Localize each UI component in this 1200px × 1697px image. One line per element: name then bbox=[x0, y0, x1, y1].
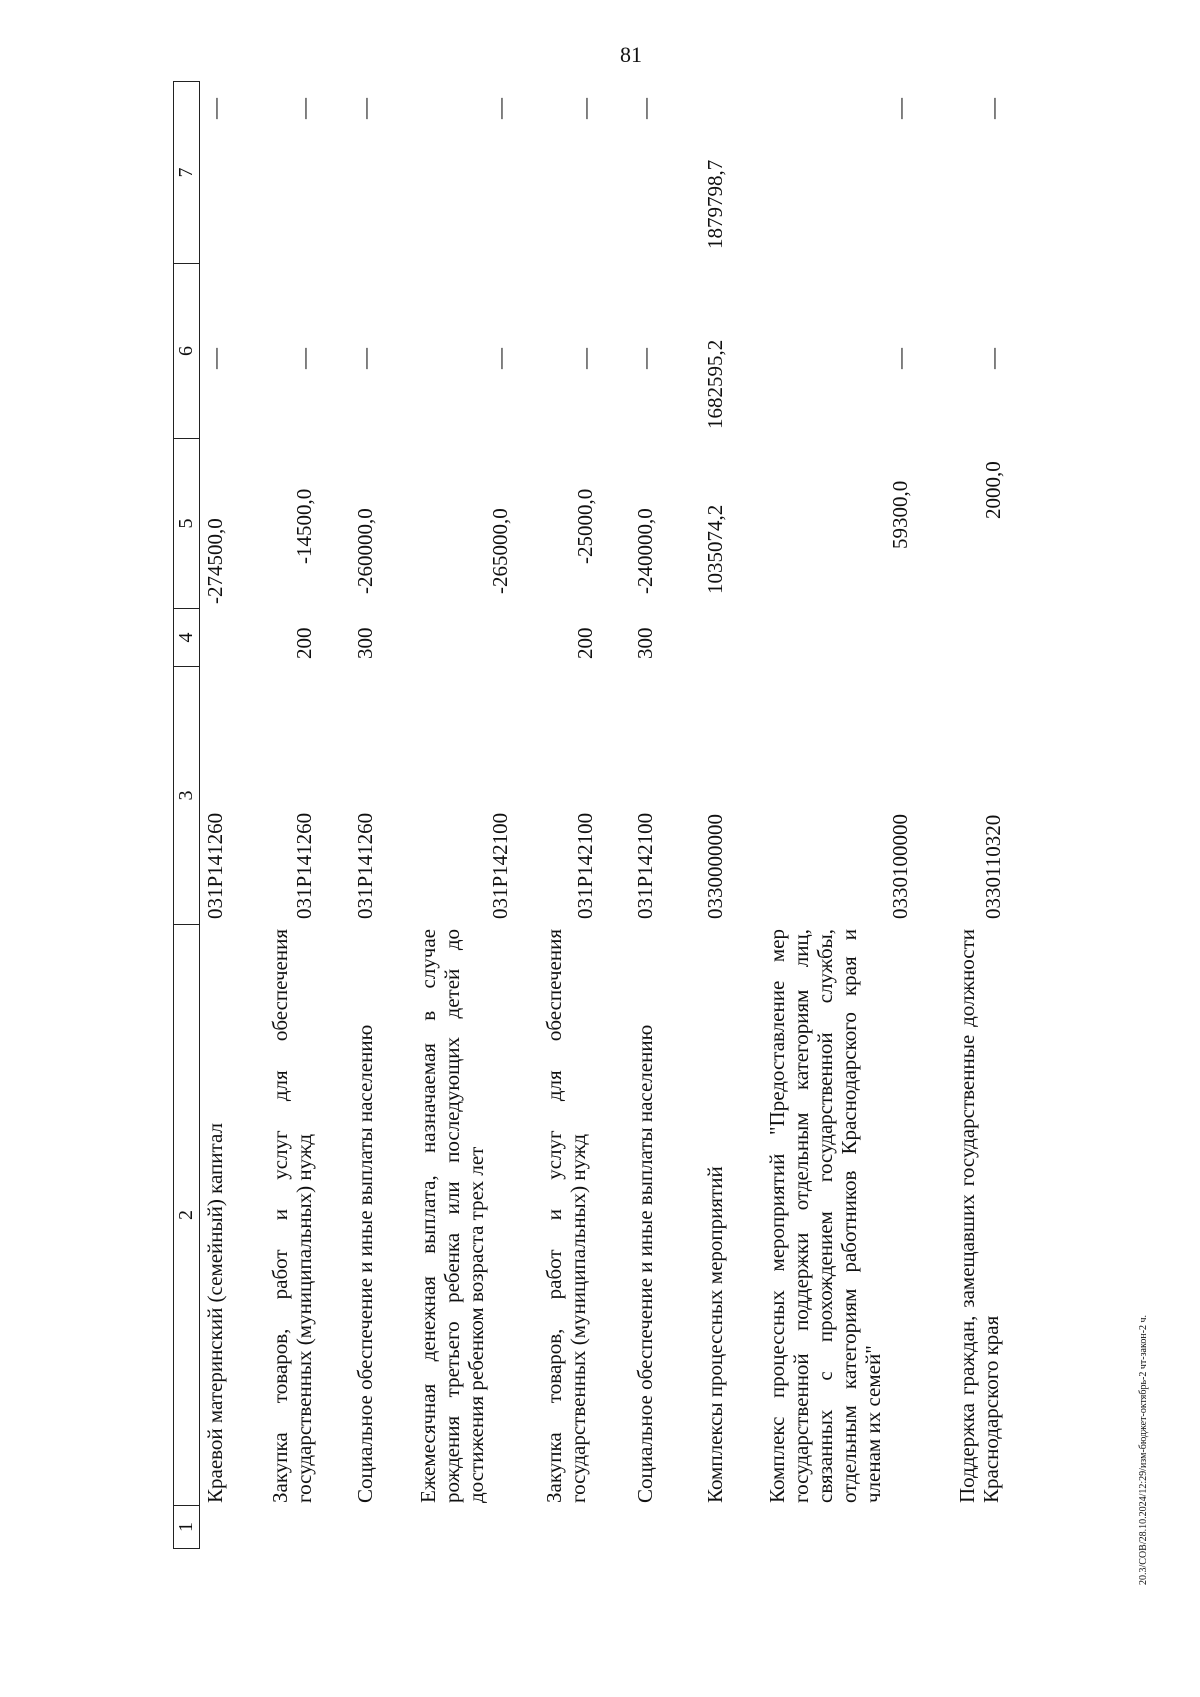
row-3-col5: -260000,0 bbox=[353, 508, 377, 594]
budget-table bbox=[173, 81, 1173, 1549]
header-col-1: 1 bbox=[173, 1505, 200, 1549]
row-6-col6: — bbox=[633, 348, 657, 369]
row-2-code: 031P141260 bbox=[292, 812, 316, 919]
row-7-name: Комплексы процессных мероприятий bbox=[703, 1166, 727, 1503]
row-9-name: Поддержка граждан, замещавших государственные должности Краснодарского края bbox=[955, 929, 1003, 1503]
row-5-type: 200 bbox=[573, 627, 597, 659]
row-1-col7: — bbox=[203, 98, 227, 119]
row-5-col6: — bbox=[573, 348, 597, 369]
row-2-col5: -14500,0 bbox=[292, 488, 316, 564]
row-4-col7: — bbox=[488, 98, 512, 119]
row-1-code: 031P141260 bbox=[203, 812, 227, 919]
row-9-code: 0330110320 bbox=[981, 814, 1005, 919]
header-col-4: 4 bbox=[173, 608, 200, 667]
row-8-name: Комплекс процессных мероприятий "Предоставление мер государственной поддержки отдельным категориям лиц, связанных с прохождением государственной службы, отдельным категориям работников Краснодарского края и членам их семей" bbox=[765, 929, 885, 1503]
row-1-col6: — bbox=[203, 348, 227, 369]
row-5-col5: -25000,0 bbox=[573, 488, 597, 564]
row-5-name: Закупка товаров, работ и услуг для обеспечения государственных (муниципальных) нужд bbox=[542, 929, 590, 1503]
header-col-7: 7 bbox=[173, 81, 200, 264]
header-col-2: 2 bbox=[173, 924, 200, 1506]
footer-code: 20.3/СОВ/28.10.2024/12:29/изм-бюджет-октябрь-2 чт-закон-2 ч. bbox=[1138, 1314, 1149, 1585]
row-3-code: 031P141260 bbox=[353, 812, 377, 919]
row-4-col6: — bbox=[488, 348, 512, 369]
row-1-name: Краевой материнский (семейный) капитал bbox=[203, 1123, 227, 1503]
row-3-col6: — bbox=[353, 348, 377, 369]
header-col-3: 3 bbox=[173, 666, 200, 925]
row-7-col7: 1879798,7 bbox=[703, 159, 727, 249]
row-7-code: 0330000000 bbox=[703, 814, 727, 919]
row-9-col7: — bbox=[981, 98, 1005, 119]
row-4-name: Ежемесячная денежная выплата, назначаемая в случае рождения третьего ребенка или последующих детей до достижения ребенком возраста трех лет bbox=[416, 929, 488, 1503]
row-6-col7: — bbox=[633, 98, 657, 119]
header-col-5: 5 bbox=[173, 438, 200, 609]
row-8-col6: — bbox=[888, 348, 912, 369]
row-6-col5: -240000,0 bbox=[633, 508, 657, 594]
row-1-col5: -274500,0 bbox=[203, 518, 227, 604]
row-4-code: 031P142100 bbox=[488, 812, 512, 919]
row-5-code: 031P142100 bbox=[573, 812, 597, 919]
row-3-type: 300 bbox=[353, 627, 377, 659]
row-6-code: 031P142100 bbox=[633, 812, 657, 919]
row-3-name: Социальное обеспечение и иные выплаты населению bbox=[353, 1024, 377, 1503]
row-7-col5: 1035074,2 bbox=[703, 504, 727, 594]
row-3-col7: — bbox=[353, 98, 377, 119]
row-8-col5: 59300,0 bbox=[888, 480, 912, 549]
row-2-name: Закупка товаров, работ и услуг для обеспечения государственных (муниципальных) нужд bbox=[268, 929, 316, 1503]
row-9-col6: — bbox=[981, 348, 1005, 369]
row-6-name: Социальное обеспечение и иные выплаты населению bbox=[633, 1024, 657, 1503]
row-2-type: 200 bbox=[292, 627, 316, 659]
row-8-code: 0330100000 bbox=[888, 814, 912, 919]
row-2-col7: — bbox=[292, 98, 316, 119]
row-8-col7: — bbox=[888, 98, 912, 119]
header-col-6: 6 bbox=[173, 263, 200, 439]
row-6-type: 300 bbox=[633, 627, 657, 659]
page-number: 81 bbox=[620, 42, 642, 67]
row-4-col5: -265000,0 bbox=[488, 508, 512, 594]
row-9-col5: 2000,0 bbox=[981, 461, 1005, 519]
row-7-col6: 1682595,2 bbox=[703, 339, 727, 429]
row-2-col6: — bbox=[292, 348, 316, 369]
row-5-col7: — bbox=[573, 98, 597, 119]
